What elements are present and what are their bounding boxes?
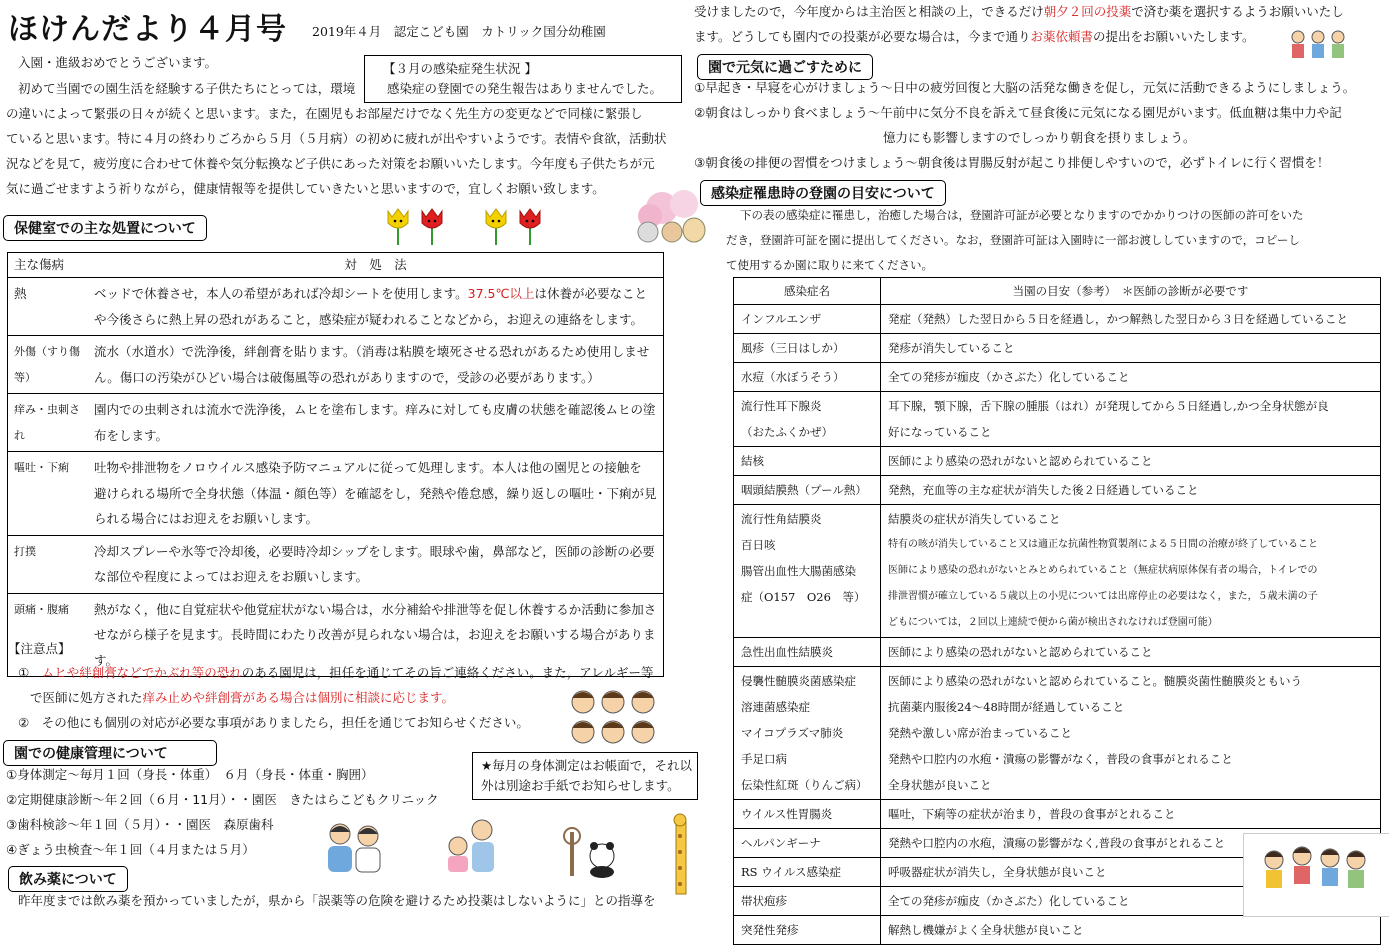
disease-criteria-line: 医師により感染の恐れがないと認められていること	[888, 645, 1153, 659]
health-heading: 園での健康管理について	[3, 740, 217, 766]
infection-status-box	[364, 55, 682, 103]
intro-line: 気に過ごせますよう祈りながら，健康情報等を提供していきたいと思いますので，宜しくお願い致します。	[6, 181, 605, 196]
giraffe-ruler-illustration	[668, 812, 694, 896]
disease-criteria-line: 発熱や激しい席が治まっていること	[888, 726, 1072, 740]
disease-criteria-line: 解熱し機嫌がよく全身状態が良いこと	[888, 923, 1084, 937]
note-2: ② その他にも個別の対応が必要な事項がありましたら，担任を通じてお知らせください。	[18, 715, 529, 730]
disease-criteria	[881, 392, 1381, 447]
disease-row	[734, 447, 1381, 476]
disease-name-line: 流行性角結膜炎	[741, 512, 822, 526]
medicine-heading: 飲み薬について	[8, 866, 128, 892]
care-row-line	[94, 397, 657, 423]
medicine-line3-rest: の提出をお願いいたします。	[1093, 29, 1255, 44]
care-text: 吐物や排泄物をノロウイルス感染予防マニュアルに従って処理します。本人は他の園児との接触を	[94, 460, 642, 475]
disease-criteria-line: 結膜炎の症状が消失していること	[888, 512, 1061, 526]
disease-criteria	[881, 800, 1381, 829]
attendance-line: 下の表の感染症に罹患し，治癒した場合は，登園許可証が必要となりますのでかかりつけの医師の許可をいた	[740, 208, 1304, 222]
disease-criteria-line: 特有の咳が消失していること又は適正な抗菌性物質製剤による５日間の治療が終了していること	[888, 539, 1318, 550]
running-children-illustration	[1244, 834, 1389, 916]
intro-line: ていると思います。特に４月の終わりごろから５月（５月病）の初めに疲れが出やすいようです。表情や食欲，活動状	[6, 131, 667, 146]
disease-criteria-line: 医師により感染の恐れがないとみとめられていること（無症状病原体保有者の場合，トイレでの	[888, 565, 1318, 576]
disease-row	[734, 334, 1381, 363]
disease-name-line: 溶連菌感染症	[741, 700, 810, 714]
care-text: は休養が必要なこと	[534, 286, 648, 301]
care-row-line	[94, 423, 657, 449]
disease-name-line: 水痘（水ぼうそう）	[741, 370, 845, 384]
disease-name-line: RS ウイルス感染症	[741, 865, 842, 879]
children-illustration-frame	[1243, 833, 1389, 917]
children-holding-hands-illustration	[1288, 28, 1348, 62]
care-text: な部位や程度によってはお迎えをお願いします。	[94, 569, 369, 584]
genki-line: ③朝食後の排便の習慣をつけましょう～朝食後は胃腸反射が起こり排便しやすいので，必ずトイレに行く習慣を！	[694, 155, 1330, 170]
care-text: 園内での虫刺されは流水で洗浄後，ムヒを塗布します。痒みに対しても皮膚の状態を確認後ムヒの塗	[94, 402, 656, 417]
care-row-line	[94, 365, 657, 391]
care-col-treatment: 対 処 法	[88, 253, 664, 278]
attendance-heading: 感染症罹患時の登園の目安について	[700, 180, 946, 206]
disease-name-line: ヘルパンギーナ	[741, 836, 821, 850]
measurement-note-line2: 外は別途お手紙でお知らせします。	[481, 778, 680, 793]
disease-name	[734, 887, 881, 916]
disease-name	[734, 363, 881, 392]
dental-checkup-illustration	[440, 816, 502, 876]
newsletter-title: ほけんだより４月号	[8, 12, 287, 47]
care-row	[8, 394, 664, 452]
disease-name-line: 流行性耳下腺炎	[741, 399, 822, 413]
health-item: ①身体測定～毎月１回（身長・体重） ６月（身長・体重・胸囲）	[6, 767, 374, 782]
disease-row	[734, 476, 1381, 505]
disease-row	[734, 800, 1381, 829]
intro-line: の違いによって緊張の日々が続くと思います。また，在園児もお部屋だけでなく先生方の変更などで同様に緊張し	[6, 106, 643, 121]
care-row-line	[94, 281, 657, 307]
care-row-line	[94, 506, 657, 532]
care-highlight: 37.5℃以上	[467, 286, 535, 301]
disease-name-line: ウイルス性胃腸炎	[741, 807, 833, 821]
intro-line: 況などを見て，疲労度に合わせて休養や気分転換など子供にあった対策をお願いいたします。今年度も子供たちが元	[6, 156, 655, 171]
disease-name	[734, 667, 881, 800]
care-text: ベッドで休養させ，本人の希望があれば冷却シートを使用します。	[94, 286, 468, 301]
disease-name	[734, 392, 881, 447]
disease-criteria-line: 発熱や口腔内の水疱・潰瘍の影響がなく，普段の食事がとれること	[888, 752, 1233, 766]
infection-status-body: 感染症の登園での発生報告はありませんでした。	[387, 81, 663, 96]
disease-criteria-line: 嘔吐，下痢等の症状が治まり，普段の食事がとれること	[888, 807, 1176, 821]
disease-name	[734, 638, 881, 667]
disease-name-line: 症（O157 O26 等）	[741, 590, 866, 604]
medicine-line3	[694, 28, 1255, 46]
note-1-number: ①	[18, 665, 30, 680]
care-table-header	[8, 253, 664, 278]
care-row-treatment	[88, 535, 664, 593]
disease-criteria-line: 発熱や口腔内の水疱，潰瘍の影響がなく,普段の食事がとれること	[888, 836, 1226, 850]
disease-criteria	[881, 447, 1381, 476]
care-text: 避けられる場所で全身状態（体温・顔色等）を確認をし，発熱や倦怠感，繰り返しの嘔吐・下痢が見	[94, 485, 657, 501]
care-row-line	[94, 597, 657, 623]
medicine-line3-text: ます。どうしても園内での投薬が必要な場合は，今まで通り	[694, 29, 1031, 44]
care-text: ん。傷口の汚染がひどい場合は破傷風等の恐れがありますので，受診の必要があります。）	[94, 369, 600, 385]
care-row-treatment	[88, 336, 664, 394]
disease-name-line: マイコプラズマ肺炎	[741, 726, 844, 740]
care-row-line	[94, 564, 657, 590]
note-1-red: ムヒや絆創膏などでかぶれ等の恐れ	[41, 665, 242, 680]
care-row	[8, 535, 664, 593]
disease-criteria-line: 好になっていること	[888, 425, 992, 439]
care-row-line	[94, 481, 657, 507]
medicine-line2-red: 朝夕２回の投薬	[1043, 4, 1132, 19]
notes-heading: 【注意点】	[8, 641, 71, 656]
disease-row	[734, 505, 1381, 638]
care-text: られる場合にはお迎えをお願いします。	[94, 511, 319, 526]
genki-line: ①早起き・早寝を心がけましょう～日中の疲労回復と大脳の活発な働きを促し，元気に活動できるようにしましょう。	[694, 80, 1356, 95]
disease-name	[734, 334, 881, 363]
disease-criteria	[881, 916, 1381, 945]
disease-row	[734, 305, 1381, 334]
disease-criteria-line: 医師により感染の恐れがないと認められていること。髄膜炎菌性髄膜炎ともいう	[888, 674, 1302, 688]
disease-criteria-line: 全ての発疹が痂皮（かさぶた）化していること	[888, 370, 1130, 384]
disease-criteria-line: 呼吸器症状が消失し，全身状態が良いこと	[888, 865, 1107, 879]
tulip-pair-illustration	[478, 205, 558, 247]
note-1-text: のある園児は，担任を通じてその旨ご連絡ください。また，アレルギー等	[241, 665, 654, 680]
infection-status-title: 【３月の感染症発生状況 】	[383, 61, 537, 76]
health-item: ④ぎょう虫検査～年１回（４月または５月）	[6, 842, 255, 857]
disease-criteria-line: どもについては，２回以上連続で便から菌が検出されなければ登園可能）	[888, 617, 1218, 628]
tulip-icon	[388, 209, 408, 245]
health-item: ②定期健康診断～年２回（６月・11月）・・園医 きたはらこどもクリニック	[6, 792, 439, 807]
disease-criteria-line: 発症（発熱）した翌日から５日を経過し，かつ解熱した翌日から３日を経過していること	[888, 312, 1348, 326]
care-table	[7, 252, 664, 677]
doctor-checkup-illustration	[318, 818, 388, 876]
disease-name-line: 腸管出血性大腸菌感染	[741, 564, 856, 578]
disease-name	[734, 916, 881, 945]
care-row-label: 痒み・虫刺され	[8, 394, 89, 452]
care-row-line	[94, 539, 657, 565]
disease-criteria-line: 医師により感染の恐れがないと認められていること	[888, 454, 1153, 468]
disease-name-line: 手足口病	[741, 752, 787, 766]
disease-name-line: 風疹（三日はしか）	[741, 341, 845, 355]
disease-criteria-line: 全身状態が良いこと	[888, 778, 992, 792]
care-row-label: 外傷（すり傷等）	[8, 336, 89, 394]
disease-table-header	[734, 278, 1381, 305]
disease-name-line: 急性出血性結膜炎	[741, 645, 833, 659]
disease-name	[734, 447, 881, 476]
disease-row	[734, 916, 1381, 945]
care-heading: 保健室での主な処置について	[3, 215, 207, 241]
disease-row	[734, 363, 1381, 392]
disease-name-line: 百日咳	[741, 538, 776, 552]
disease-col-criteria: 当園の目安（参考） ＊医師の診断が必要です	[881, 278, 1381, 305]
care-row-line	[94, 339, 657, 365]
disease-name	[734, 505, 881, 638]
care-row-label: 打撲	[8, 535, 89, 593]
care-row	[8, 278, 664, 336]
disease-name	[734, 305, 881, 334]
disease-criteria	[881, 667, 1381, 800]
intro-line: 初めて当園での園生活を経験する子供たちにとっては，環境	[18, 81, 356, 96]
disease-criteria	[881, 638, 1381, 667]
disease-criteria-line: 抗菌薬内服後24～48時間が経過していること	[888, 700, 1125, 714]
disease-criteria	[881, 476, 1381, 505]
care-text: せながら様子を見ます。長時間にわたり改善が見られない場合は，お迎えをお願いする場合がありま	[94, 627, 656, 642]
health-item: ③歯科検診～年１回（５月）・・園医 森原歯科	[6, 817, 274, 832]
care-text: 冷却スプレーや氷等で冷却後，必要時冷却シップをします。眼球や歯，鼻部など，医師の診断の必要	[94, 543, 655, 559]
disease-criteria-line: 排泄習慣が確立している５歳以上の小児については出席停止の必要はなく，また，５歳未満の子	[888, 591, 1318, 602]
disease-row	[734, 638, 1381, 667]
disease-criteria-line: 発熱，充血等の主な症状が消失した後２日経過していること	[888, 483, 1199, 497]
disease-name-line: 結核	[741, 454, 764, 468]
care-row-treatment	[88, 278, 664, 336]
disease-name-line: 伝染性紅斑（りんご病）	[741, 778, 868, 792]
disease-name-line: 突発性発疹	[741, 923, 799, 937]
disease-criteria	[881, 334, 1381, 363]
disease-name-line: 帯状疱疹	[741, 894, 787, 908]
genki-heading: 園で元気に過ごすために	[697, 54, 873, 80]
note-1	[18, 664, 653, 682]
tulip-pair-illustration	[380, 205, 460, 247]
care-text: す。	[94, 652, 119, 668]
dateline: 2019年４月 認定こども園 カトリック国分幼稚園	[312, 24, 606, 39]
disease-name-line: 侵襲性髄膜炎菌感染症	[741, 674, 856, 688]
care-text: や今後さらに熱上昇の恐れがあること，感染症が疑われることなどから，お迎えの連絡をします。	[94, 311, 644, 327]
disease-criteria-line: 耳下腺，顎下腺，舌下腺の腫脹（はれ）が発現してから５日経過し,かつ全身状態が良	[888, 399, 1329, 413]
disease-criteria	[881, 505, 1381, 638]
genki-line: ②朝食はしっかり食べましょう～午前中に気分不良を訴えて昼食後に元気になる園児がいます。低血糖は集中力や記	[694, 105, 1342, 120]
care-row-line	[94, 455, 657, 481]
cherry-blossom-animals-illustration	[632, 190, 710, 246]
note-1b-red: 痒み止めや絆創膏がある場合は個別に相談に応じます。	[142, 690, 455, 705]
disease-criteria	[881, 305, 1381, 334]
care-text: 熱がなく，他に自覚症状や他覚症状がない場合は，水分補給や排泄等を促し休養するか活動に参加さ	[94, 601, 657, 617]
medicine-line2-text: 受けましたので，今年度からは主治医と相談の上，できるだけ	[694, 4, 1044, 19]
care-row-line	[94, 622, 657, 648]
medicine-line2	[694, 3, 1344, 21]
disease-name-line: 咽頭結膜熱（プール熱）	[741, 483, 867, 497]
genki-line: 憶力にも影響しますのでしっかり朝食を摂りましょう。	[883, 130, 1196, 145]
tulip-icon	[486, 209, 506, 245]
medicine-line3-red: お薬依頼書	[1030, 29, 1094, 44]
tulip-icon	[422, 209, 442, 245]
care-row-line	[94, 307, 657, 333]
care-row-treatment	[88, 452, 664, 536]
care-row-label: 頭痛・腹痛	[8, 593, 89, 677]
medicine-line1: 昨年度までは飲み薬を預かっていましたが，県から「誤薬等の危険を避けるため投薬はしないように」との指導を	[18, 893, 656, 908]
measurement-note-box	[472, 752, 698, 800]
disease-name	[734, 829, 881, 858]
disease-name	[734, 476, 881, 505]
disease-name	[734, 858, 881, 887]
disease-row	[734, 667, 1381, 800]
note-1b-text: で医師に処方された	[30, 690, 143, 705]
note-1-continued	[30, 689, 454, 707]
disease-name-line: インフルエンザ	[741, 312, 822, 326]
care-text: 流水（水道水）で洗浄後，絆創膏を貼ります。（消毒は粘膜を壊死させる恐れがあるため使用しませ	[94, 344, 650, 359]
care-col-injury: 主な傷病	[8, 253, 89, 278]
disease-criteria-line: 全ての発疹が痂皮（かさぶた）化していること	[888, 894, 1130, 908]
care-row	[8, 336, 664, 394]
disease-name-line	[741, 610, 873, 636]
measurement-note-line1: ★毎月の身体測定はお帳面で，それ以	[481, 758, 692, 773]
disease-col-name: 感染症名	[734, 278, 881, 305]
care-row-label: 熱	[8, 278, 89, 336]
children-faces-illustration	[565, 686, 665, 748]
disease-name	[734, 800, 881, 829]
care-row-label: 嘔吐・下痢	[8, 452, 89, 536]
care-row	[8, 452, 664, 536]
height-scale-panda-illustration	[562, 826, 626, 878]
disease-row	[734, 392, 1381, 447]
disease-criteria	[881, 363, 1381, 392]
attendance-line: だき，登園許可証を園に提出してください。なお，登園許可証は入園時に一部お渡ししていますので，コピーし	[726, 233, 1300, 247]
care-row-treatment	[88, 394, 664, 452]
tulip-icon	[520, 209, 540, 245]
attendance-line: て使用するか園に取りに来てください。	[726, 258, 933, 272]
care-text: 布をします。	[94, 427, 169, 443]
disease-name-line: （おたふくかぜ）	[741, 425, 833, 439]
disease-criteria-line: 発疹が消失していること	[888, 341, 1015, 355]
medicine-line2-rest: で済む薬を選択するようお願いいたし	[1131, 4, 1344, 19]
intro-line: 入園・進級おめでとうございます。	[18, 55, 218, 70]
